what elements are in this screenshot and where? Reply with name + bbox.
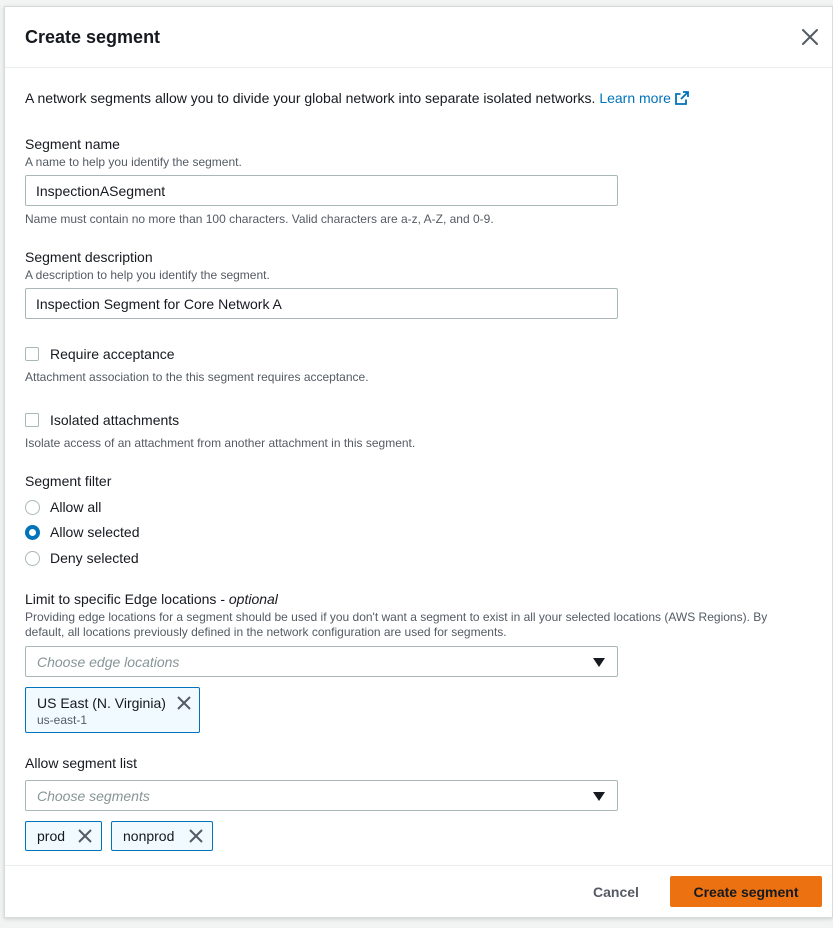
isolated-attachments-description: Isolate access of an attachment from another attachment in this segment.	[25, 436, 416, 450]
segment-description-input[interactable]	[25, 288, 618, 319]
require-acceptance-description: Attachment association to the this segment requires acceptance.	[25, 370, 369, 384]
radio-allow-all[interactable]	[25, 500, 40, 515]
edge-locations-placeholder: Choose edge locations	[37, 654, 180, 670]
segment-filter-label: Segment filter	[25, 473, 112, 489]
edge-locations-select[interactable]	[25, 646, 618, 677]
segment-list-label: Allow segment list	[25, 755, 138, 771]
learn-more-link[interactable]: Learn more	[599, 90, 689, 106]
segment-list-placeholder: Choose segments	[37, 788, 150, 804]
radio-allow-selected-label: Allow selected	[50, 524, 140, 540]
radio-allow-selected[interactable]	[25, 525, 40, 540]
modal-footer	[5, 865, 832, 919]
optional-tag: optional	[228, 591, 278, 607]
create-segment-button[interactable]: Create segment	[670, 876, 822, 907]
external-link-icon	[675, 91, 689, 105]
remove-token-button[interactable]	[177, 696, 191, 715]
edge-locations-description-2: default, all locations previously defined in the network configuration are used for segments.	[25, 625, 507, 639]
edge-locations-label: Limit to specific Edge locations - optional	[25, 591, 278, 607]
segment-name-input[interactable]	[25, 175, 618, 206]
intro-description: A network segments allow you to divide your global network into separate isolated networks.	[25, 90, 596, 106]
modal-header	[5, 7, 832, 68]
remove-token-button[interactable]	[189, 829, 203, 848]
isolated-attachments-label: Isolated attachments	[50, 412, 180, 428]
edge-location-token	[25, 687, 200, 733]
segment-token-nonprod	[111, 821, 213, 851]
token-label: nonprod	[123, 828, 175, 844]
close-icon	[177, 696, 191, 710]
caret-down-icon	[593, 658, 605, 667]
radio-allow-all-label: Allow all	[50, 499, 102, 515]
cancel-button[interactable]: Cancel	[593, 884, 639, 900]
caret-down-icon	[593, 792, 605, 801]
require-acceptance-label: Require acceptance	[50, 346, 175, 362]
segment-name-constraint: Name must contain no more than 100 characters. Valid characters are a-z, A-Z, and 0-9.	[25, 212, 494, 226]
close-icon	[800, 27, 820, 47]
close-icon	[189, 829, 203, 843]
close-button[interactable]	[800, 27, 820, 47]
radio-deny-selected[interactable]	[25, 551, 40, 566]
token-label: prod	[37, 828, 66, 844]
require-acceptance-checkbox[interactable]	[25, 347, 39, 361]
radio-deny-selected-label: Deny selected	[50, 550, 139, 566]
segment-description-help: A description to help you identify the segment.	[25, 268, 270, 282]
token-sublabel: us-east-1	[37, 713, 88, 727]
isolated-attachments-checkbox[interactable]	[25, 413, 39, 427]
edge-locations-description-1: Providing edge locations for a segment should be used if you don't want a segment to exist in all your selected locations (AWS Regions). By	[25, 610, 768, 624]
close-icon	[78, 829, 92, 843]
modal-title: Create segment	[25, 27, 161, 47]
create-segment-modal	[4, 6, 833, 918]
segment-list-select[interactable]	[25, 780, 618, 811]
remove-token-button[interactable]	[78, 829, 92, 848]
segment-name-description: A name to help you identify the segment.	[25, 155, 242, 169]
token-label: US East (N. Virginia)	[37, 695, 166, 711]
segment-description-label: Segment description	[25, 249, 153, 265]
segment-name-label: Segment name	[25, 136, 120, 152]
segment-token-prod	[25, 821, 102, 851]
intro-text	[25, 90, 689, 106]
